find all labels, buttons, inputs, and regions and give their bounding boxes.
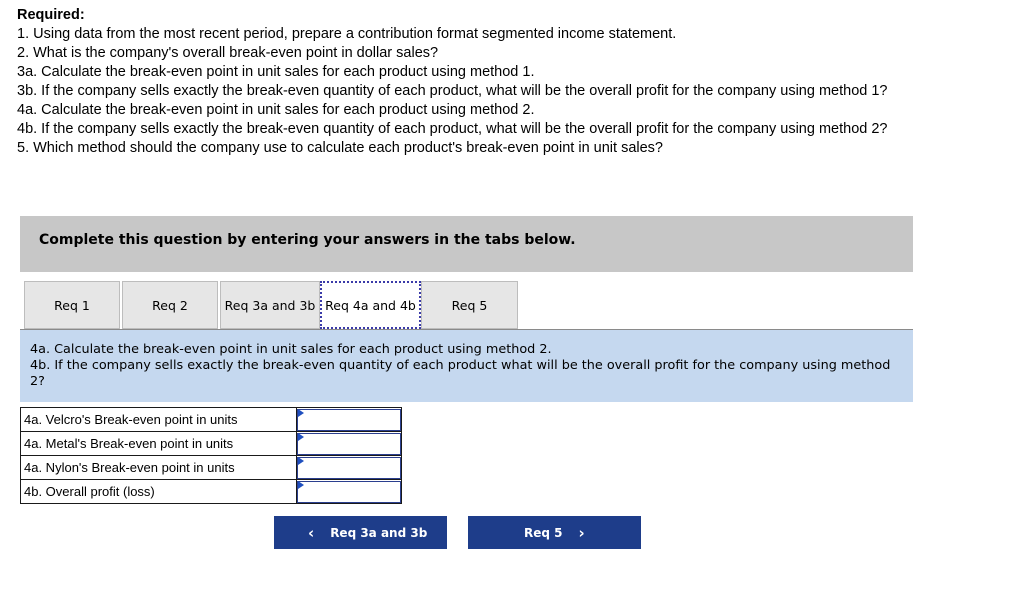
input-marker-icon: [298, 433, 304, 441]
tab-req-3a-3b[interactable]: Req 3a and 3b: [220, 281, 320, 329]
required-title: Required:: [17, 7, 85, 23]
required-item-5: 5. Which method should the company use to calculate each product's break-even point in unit sales?: [17, 140, 663, 156]
prev-req-label: Req 3a and 3b: [330, 525, 428, 540]
tab-req-5[interactable]: Req 5: [421, 281, 518, 329]
next-req-button[interactable]: [468, 516, 641, 549]
velcro-breakeven-input[interactable]: [297, 409, 401, 431]
row-label-nylon: 4a. Nylon's Break-even point in units: [21, 456, 297, 480]
tab-req-4a-4b[interactable]: Req 4a and 4b: [320, 281, 421, 329]
banner-text: Complete this question by entering your answers in the tabs below.: [39, 232, 576, 248]
overall-profit-input[interactable]: [297, 481, 401, 503]
table-row: [21, 480, 402, 504]
answer-table: [20, 407, 402, 504]
tab-req-1[interactable]: Req 1: [24, 281, 120, 329]
row-label-velcro: 4a. Velcro's Break-even point in units: [21, 408, 297, 432]
required-section: [17, 6, 1007, 158]
chevron-left-icon: ‹: [308, 523, 315, 542]
table-row: [21, 456, 402, 480]
required-item-2: 2. What is the company's overall break-even point in dollar sales?: [17, 45, 439, 61]
row-label-metal: 4a. Metal's Break-even point in units: [21, 432, 297, 456]
prev-req-button[interactable]: [274, 516, 447, 549]
metal-breakeven-input[interactable]: [297, 433, 401, 455]
required-item-4a: 4a. Calculate the break-even point in unit sales for each product using method 2.: [17, 102, 535, 118]
input-marker-icon: [298, 481, 304, 489]
instruction-4a: 4a. Calculate the break-even point in unit sales for each product using method 2.: [30, 342, 552, 357]
instructions-panel: [20, 330, 913, 402]
instruction-banner: [20, 216, 913, 272]
nylon-breakeven-input[interactable]: [297, 457, 401, 479]
required-item-1: 1. Using data from the most recent period, prepare a contribution format segmented income statement.: [17, 26, 677, 42]
input-marker-icon: [298, 409, 304, 417]
tab-req-2[interactable]: Req 2: [122, 281, 218, 329]
required-item-3b: 3b. If the company sells exactly the break-even quantity of each product, what will be the overall profit for the company using method 1?: [17, 83, 888, 99]
table-row: [21, 408, 402, 432]
next-req-label: Req 5: [524, 525, 563, 540]
input-marker-icon: [298, 457, 304, 465]
instruction-4b: 4b. If the company sells exactly the break-even quantity of each product what will be the overall profit for the company using method 2?: [30, 358, 891, 389]
chevron-right-icon: ›: [578, 523, 585, 542]
required-item-3a: 3a. Calculate the break-even point in unit sales for each product using method 1.: [17, 64, 535, 80]
row-label-overall-profit: 4b. Overall profit (loss): [21, 480, 297, 504]
table-row: [21, 432, 402, 456]
required-item-4b: 4b. If the company sells exactly the break-even quantity of each product, what will be the overall profit for the company using method 2?: [17, 121, 888, 137]
